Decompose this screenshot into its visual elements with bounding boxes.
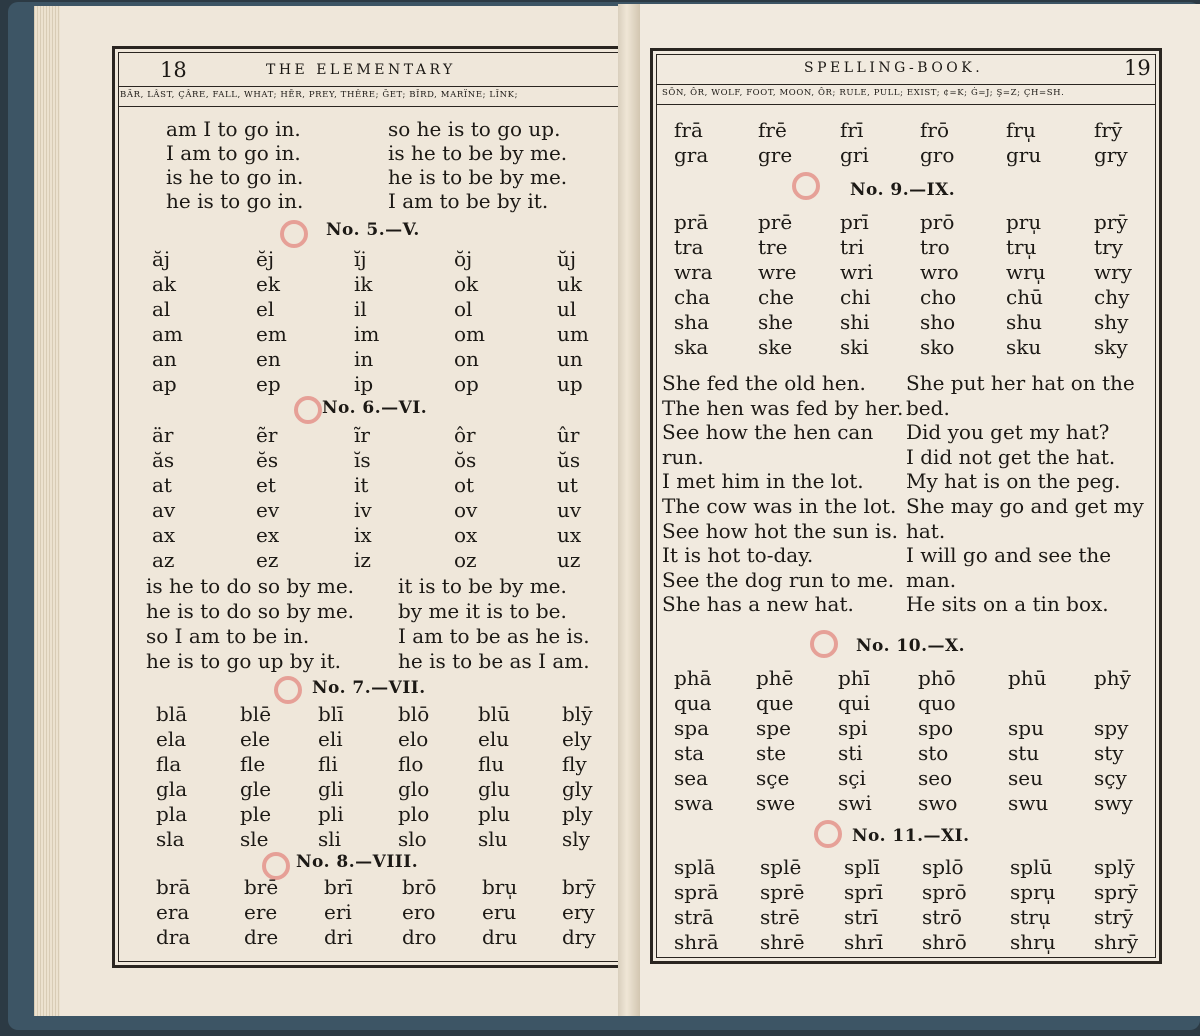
syllable: ere <box>244 900 278 924</box>
syllable: sko <box>920 335 955 359</box>
reading-line: bed. <box>906 395 950 420</box>
syllable: slo <box>398 827 427 851</box>
syllable: sprī <box>844 880 884 904</box>
syllable: shrā <box>674 930 719 954</box>
syllable: et <box>256 473 276 497</box>
syllable: spy <box>1094 716 1129 740</box>
syllable: swy <box>1094 791 1133 815</box>
page-number: 19 <box>1124 56 1151 80</box>
syllable: sky <box>1094 335 1128 359</box>
syllable: strē <box>760 905 800 929</box>
syllable: gro <box>920 143 955 167</box>
syllable: op <box>454 372 479 396</box>
syllable: shu <box>1006 310 1043 334</box>
reading-line: I did not get the hat. <box>906 444 1116 469</box>
syllable: ele <box>240 727 271 751</box>
library-stamp-mark <box>810 630 838 658</box>
syllable: prō <box>920 210 955 234</box>
syllable: qui <box>838 691 871 715</box>
reading-line: The cow was in the lot. <box>662 494 897 518</box>
syllable: in <box>354 347 374 371</box>
syllable: am <box>152 322 183 346</box>
reading-line: She has a new hat. <box>662 592 854 617</box>
syllable: tre <box>758 235 788 259</box>
reading-line: She put her hat on the <box>906 371 1135 395</box>
syllable: uv <box>557 498 582 522</box>
page-number: 18 <box>160 58 187 82</box>
syllable: swa <box>674 791 714 815</box>
syllable: blō <box>398 702 430 726</box>
syllable: ste <box>756 741 787 765</box>
syllable: sprȳ <box>1094 880 1138 904</box>
library-stamp-mark <box>280 220 308 248</box>
syllable: iv <box>354 498 372 522</box>
syllable: gly <box>562 777 593 801</box>
syllable: splū <box>1010 855 1053 879</box>
syllable: splȳ <box>1094 855 1135 879</box>
syllable: pla <box>156 802 188 826</box>
syllable: gry <box>1094 143 1128 167</box>
syllable: blū <box>478 702 511 726</box>
syllable: flu <box>478 752 505 776</box>
syllable: sprā <box>674 880 719 904</box>
syllable: splō <box>922 855 964 879</box>
syllable: ska <box>674 335 709 359</box>
syllable: frō <box>920 118 950 142</box>
lesson-heading: No. 10.—X. <box>856 636 966 656</box>
syllable: ok <box>454 272 479 296</box>
syllable: phū <box>1008 666 1047 690</box>
lesson-heading: No. 11.—XI. <box>852 826 970 846</box>
reading-line: am I to go in. <box>166 117 301 141</box>
syllable: ev <box>256 498 280 522</box>
syllable: ot <box>454 473 475 497</box>
reading-line: I am to be as he is. <box>398 624 590 648</box>
syllable: sho <box>920 310 956 334</box>
syllable: ĭj <box>354 247 367 271</box>
syllable: frȳ <box>1094 118 1123 142</box>
syllable: phī <box>838 666 871 690</box>
lesson-heading: No. 5.—V. <box>326 220 420 240</box>
library-stamp-mark <box>792 172 820 200</box>
syllable: wra <box>674 260 713 284</box>
syllable: phā <box>674 666 712 690</box>
syllable: brȳ <box>562 875 596 899</box>
syllable: swe <box>756 791 796 815</box>
syllable: prē <box>758 210 793 234</box>
syllable: tro <box>920 235 950 259</box>
syllable: slu <box>478 827 508 851</box>
syllable: spe <box>756 716 791 740</box>
syllable: frī <box>840 118 864 142</box>
syllable: spru̩ <box>1010 880 1056 904</box>
syllable: chū <box>1006 285 1043 309</box>
reading-line: man. <box>906 567 957 592</box>
syllable: ero <box>402 900 436 924</box>
reading-line: is he to do so by me. <box>146 574 355 598</box>
syllable: spi <box>838 716 868 740</box>
syllable: up <box>557 372 583 396</box>
syllable: gle <box>240 777 272 801</box>
syllable: om <box>454 322 486 346</box>
syllable: chi <box>840 285 871 309</box>
syllable: gli <box>318 777 344 801</box>
reading-line: Did you get my hat? <box>906 420 1110 445</box>
syllable: ez <box>256 548 279 572</box>
syllable: it <box>354 473 369 497</box>
syllable: fly <box>562 752 587 776</box>
syllable: an <box>152 347 177 371</box>
reading-line: is he to go in. <box>166 165 304 189</box>
syllable: fle <box>240 752 266 776</box>
syllable: az <box>152 548 175 572</box>
syllable: strȳ <box>1094 905 1134 929</box>
reading-line: he is to go up by it. <box>146 649 342 673</box>
reading-line: is he to be by me. <box>388 141 568 165</box>
syllable: sha <box>674 310 710 334</box>
syllable: ŏj <box>454 247 473 271</box>
syllable: seo <box>918 766 953 790</box>
reading-line: I am to be by it. <box>388 189 549 213</box>
syllable: gru <box>1006 143 1042 167</box>
syllable: blȳ <box>562 702 593 726</box>
syllable: wre <box>758 260 797 284</box>
syllable: ôr <box>454 423 476 447</box>
syllable: swo <box>918 791 958 815</box>
syllable: elu <box>478 727 510 751</box>
syllable: gra <box>674 143 709 167</box>
syllable: ek <box>256 272 280 296</box>
syllable: oz <box>454 548 477 572</box>
lesson-heading: No. 7.—VII. <box>312 678 426 698</box>
reading-line: See how hot the sun is. <box>662 518 898 543</box>
syllable: eru <box>482 900 517 924</box>
syllable: shrȳ <box>1094 930 1139 954</box>
page-edges <box>34 6 60 1016</box>
syllable: brā <box>156 875 191 899</box>
syllable: ery <box>562 900 595 924</box>
reading-line: he is to be as I am. <box>398 649 590 673</box>
syllable: era <box>156 900 190 924</box>
syllable: uk <box>557 272 582 296</box>
syllable: sli <box>318 827 342 851</box>
syllable: phō <box>918 666 956 690</box>
syllable: sti <box>838 741 863 765</box>
syllable: ov <box>454 498 478 522</box>
syllable: ul <box>557 297 577 321</box>
reading-line: She may go and get my <box>906 494 1144 518</box>
syllable: blī <box>318 702 344 726</box>
syllable: dre <box>244 925 279 949</box>
reading-line: it is to be by me. <box>398 574 567 598</box>
syllable: prī <box>840 210 869 234</box>
syllable: wri <box>840 260 874 284</box>
syllable: ap <box>152 372 177 396</box>
syllable: quo <box>918 691 956 715</box>
syllable: prā <box>674 210 709 234</box>
reading-line: so he is to go up. <box>388 117 561 141</box>
syllable: pli <box>318 802 344 826</box>
running-head: THE ELEMENTARY <box>266 62 456 78</box>
syllable: gre <box>758 143 793 167</box>
syllable: frā <box>674 118 703 142</box>
reading-line: hat. <box>906 518 946 543</box>
reading-line: so I am to be in. <box>146 624 310 648</box>
syllable: sto <box>918 741 949 765</box>
syllable: wro <box>920 260 959 284</box>
syllable: at <box>152 473 172 497</box>
syllable: sçy <box>1094 766 1127 790</box>
syllable: um <box>557 322 589 346</box>
syllable: shrē <box>760 930 805 954</box>
syllable: wry <box>1094 260 1132 284</box>
syllable: brō <box>402 875 437 899</box>
reading-line: he is to do so by me. <box>146 599 355 623</box>
syllable: iz <box>354 548 371 572</box>
syllable: shy <box>1094 310 1129 334</box>
syllable: il <box>354 297 367 321</box>
syllable: ăj <box>152 247 171 271</box>
library-stamp-mark <box>294 396 322 424</box>
syllable: av <box>152 498 176 522</box>
syllable: glo <box>398 777 430 801</box>
syllable: cho <box>920 285 957 309</box>
syllable: ĭs <box>354 448 371 472</box>
library-stamp-mark <box>274 676 302 704</box>
reading-line: My hat is on the peg. <box>906 469 1121 494</box>
syllable: sprē <box>760 880 805 904</box>
syllable: spo <box>918 716 954 740</box>
syllable: ik <box>354 272 373 296</box>
syllable: ely <box>562 727 592 751</box>
syllable: ak <box>152 272 177 296</box>
syllable: blē <box>240 702 272 726</box>
reading-line: I am to go in. <box>166 141 301 165</box>
syllable: sle <box>240 827 269 851</box>
syllable: al <box>152 297 171 321</box>
syllable: blā <box>156 702 188 726</box>
syllable: ŏs <box>454 448 477 472</box>
syllable: em <box>256 322 287 346</box>
syllable: shrō <box>922 930 967 954</box>
syllable: try <box>1094 235 1123 259</box>
syllable: she <box>758 310 793 334</box>
reading-line: he is to go in. <box>166 189 304 213</box>
syllable: elo <box>398 727 429 751</box>
lesson-heading: No. 8.—VIII. <box>296 852 419 872</box>
syllable: seu <box>1008 766 1043 790</box>
syllable: que <box>756 691 794 715</box>
syllable: flo <box>398 752 424 776</box>
syllable: eli <box>318 727 343 751</box>
syllable: sly <box>562 827 590 851</box>
syllable: sprō <box>922 880 967 904</box>
syllable: sty <box>1094 741 1124 765</box>
syllable: strō <box>922 905 962 929</box>
syllable: bru̩ <box>482 875 518 899</box>
syllable: dra <box>156 925 191 949</box>
syllable: frē <box>758 118 787 142</box>
syllable: dry <box>562 925 596 949</box>
syllable: ux <box>557 523 582 547</box>
reading-line: She fed the old hen. <box>662 371 866 395</box>
syllable: sea <box>674 766 709 790</box>
syllable: stu <box>1008 741 1040 765</box>
syllable: sçe <box>756 766 790 790</box>
lesson-heading: No. 9.—IX. <box>850 180 956 200</box>
syllable: sçi <box>838 766 866 790</box>
syllable: dro <box>402 925 437 949</box>
syllable: uz <box>557 548 581 572</box>
reading-line: by me it is to be. <box>398 599 567 623</box>
syllable: fla <box>156 752 182 776</box>
syllable: ela <box>156 727 187 751</box>
syllable: ple <box>240 802 272 826</box>
syllable: gla <box>156 777 188 801</box>
syllable: chy <box>1094 285 1130 309</box>
syllable: ẽr <box>256 423 278 447</box>
reading-line: The hen was fed by her. <box>662 395 904 420</box>
syllable: fru̩ <box>1006 118 1036 142</box>
syllable: un <box>557 347 583 371</box>
syllable: ĕj <box>256 247 275 271</box>
syllable: plo <box>398 802 430 826</box>
syllable: che <box>758 285 794 309</box>
syllable: swi <box>838 791 872 815</box>
library-stamp-mark <box>814 820 842 848</box>
syllable: ex <box>256 523 280 547</box>
syllable: tri <box>840 235 864 259</box>
syllable: brē <box>244 875 279 899</box>
syllable: on <box>454 347 479 371</box>
syllable: phē <box>756 666 794 690</box>
syllable: ox <box>454 523 478 547</box>
syllable: qua <box>674 691 712 715</box>
syllable: ut <box>557 473 578 497</box>
syllable: glu <box>478 777 511 801</box>
syllable: ŭs <box>557 448 581 472</box>
syllable: prȳ <box>1094 210 1128 234</box>
syllable: eri <box>324 900 352 924</box>
syllable: pru̩ <box>1006 210 1042 234</box>
syllable: ol <box>454 297 473 321</box>
syllable: dri <box>324 925 353 949</box>
syllable: brī <box>324 875 353 899</box>
pronunciation-key: BÄR, LÂST, ÇÂRE, FALL, WHAT; HĒR, PREY, THÊRE; ĞET; BĬRD, MARÏNE; LĬNK; <box>120 90 519 100</box>
reading-line: It is hot to-day. <box>662 543 814 568</box>
syllable: ăs <box>152 448 175 472</box>
syllable: wru̩ <box>1006 260 1046 284</box>
reading-line: See the dog run to me. <box>662 567 895 592</box>
syllable: gri <box>840 143 869 167</box>
syllable: tra <box>674 235 704 259</box>
syllable: spa <box>674 716 709 740</box>
syllable: splē <box>760 855 802 879</box>
reading-line: he is to be by me. <box>388 165 568 189</box>
reading-line: He sits on a tin box. <box>906 592 1109 617</box>
syllable: dru <box>482 925 518 949</box>
running-head: SPELLING-BOOK. <box>804 60 984 76</box>
syllable: sku <box>1006 335 1042 359</box>
syllable: ax <box>152 523 176 547</box>
syllable: spu <box>1008 716 1044 740</box>
syllable: strā <box>674 905 714 929</box>
syllable: ep <box>256 372 281 396</box>
syllable: ix <box>354 523 372 547</box>
reading-line: run. <box>662 444 704 469</box>
syllable: el <box>256 297 275 321</box>
syllable: plu <box>478 802 511 826</box>
syllable: splā <box>674 855 716 879</box>
lesson-heading: No. 6.—VI. <box>322 398 428 418</box>
syllable: sla <box>156 827 185 851</box>
syllable: swu <box>1008 791 1049 815</box>
syllable: ip <box>354 372 374 396</box>
syllable: phȳ <box>1094 666 1131 690</box>
syllable: strī <box>844 905 879 929</box>
reading-line: I will go and see the <box>906 543 1112 568</box>
syllable: splī <box>844 855 880 879</box>
syllable: ski <box>840 335 869 359</box>
syllable: ĩr <box>354 423 370 447</box>
reading-line: See how the hen can <box>662 420 874 445</box>
syllable: shrī <box>844 930 884 954</box>
syllable: sta <box>674 741 705 765</box>
syllable: fli <box>318 752 338 776</box>
syllable: ŭj <box>557 247 577 271</box>
syllable: stru̩ <box>1010 905 1051 929</box>
syllable: im <box>354 322 380 346</box>
syllable: shi <box>840 310 870 334</box>
syllable: ĕs <box>256 448 279 472</box>
gutter <box>618 4 640 1016</box>
syllable: är <box>152 423 174 447</box>
syllable: ske <box>758 335 793 359</box>
syllable: cha <box>674 285 711 309</box>
syllable: tru̩ <box>1006 235 1037 259</box>
syllable: ûr <box>557 423 580 447</box>
pronunciation-key: SŌN, ÔR, WOLF, FOOT, MOON, ÔR; RULE, PULL; EXIST; ¢=K; Ġ=J; Ş=Z; ÇH=SH. <box>662 88 1065 98</box>
syllable: ply <box>562 802 593 826</box>
syllable: en <box>256 347 281 371</box>
syllable: shru̩ <box>1010 930 1056 954</box>
reading-line: I met him in the lot. <box>662 469 864 494</box>
